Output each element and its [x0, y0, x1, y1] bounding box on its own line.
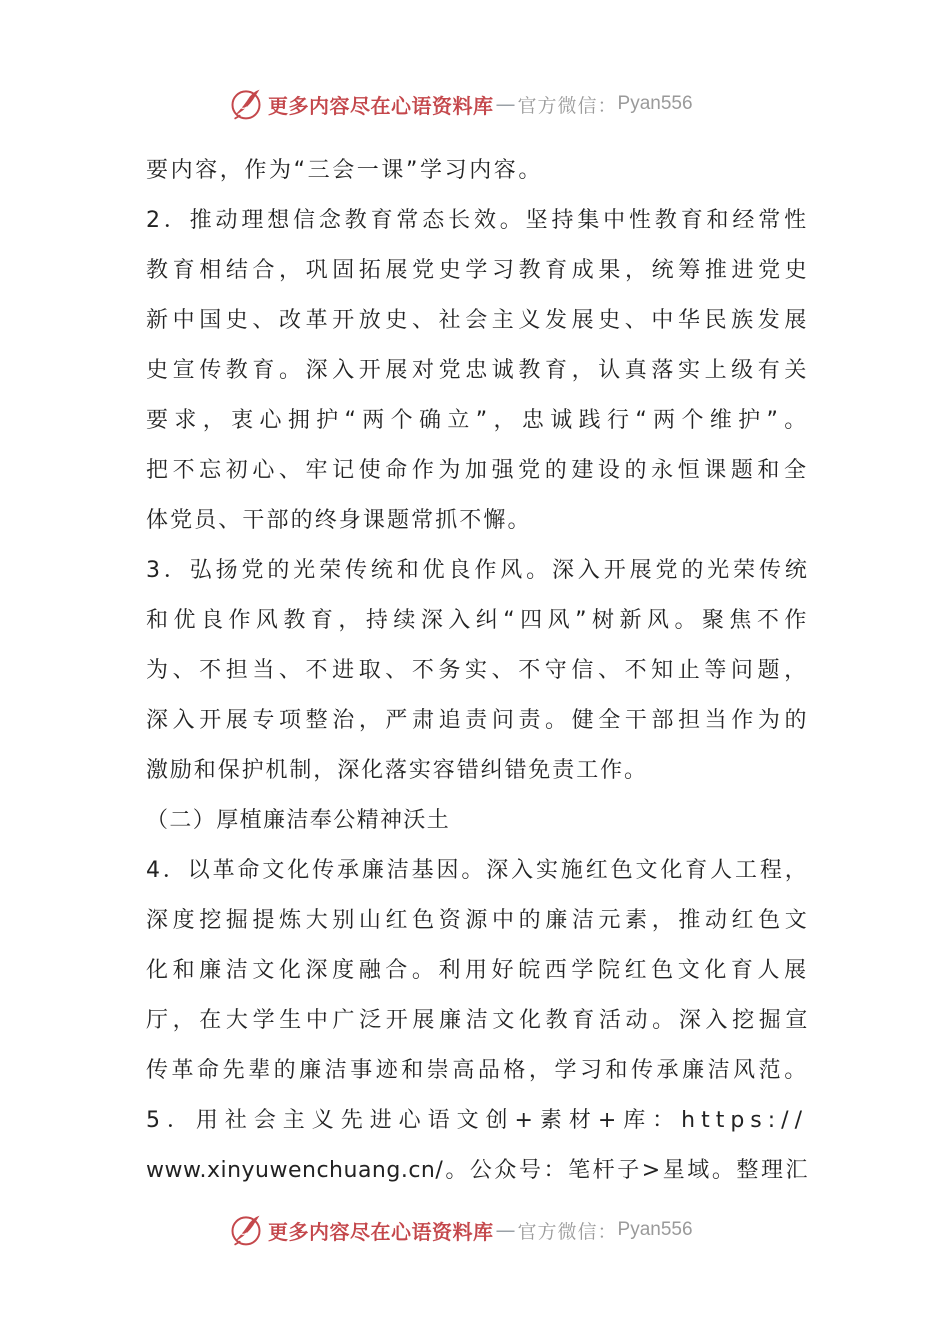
- text-line: 教育相结合，巩固拓展党史学习教育成果，统筹推进党史: [146, 258, 808, 283]
- text-line: 深入开展专项整治，严肃追责问责。健全干部担当作为的: [146, 708, 808, 733]
- text-line: 要求，衷心拥护“两个确立”，忠诚践行“两个维护”。: [146, 408, 808, 433]
- footer-banner: [228, 1210, 748, 1250]
- text-line: 4．以革命文化传承廉洁基因。深入实施红色文化育人工程，: [146, 858, 808, 883]
- text-line: 化和廉洁文化深度融合。利用好皖西学院红色文化育人展: [146, 958, 808, 983]
- quill-logo-icon: [228, 86, 264, 122]
- text-line: 传革命先辈的廉洁事迹和崇高品格，学习和传承廉洁风范。: [146, 1058, 808, 1083]
- header-separator: —: [495, 92, 516, 116]
- header-wechat-label: 官方微信：: [517, 94, 618, 117]
- text-line: 深度挖掘提炼大别山红色资源中的廉洁元素，推动红色文: [146, 908, 808, 933]
- text-line: 把不忘初心、牢记使命作为加强党的建设的永恒课题和全: [146, 458, 808, 483]
- footer-separator: —: [495, 1218, 516, 1242]
- text-line: 3．弘扬党的光荣传统和优良作风。深入开展党的光荣传统: [146, 558, 808, 583]
- footer-wechat-label: 官方微信：: [517, 1220, 618, 1243]
- quill-logo-icon: [228, 1212, 264, 1248]
- header-banner: [228, 84, 748, 124]
- text-line: 要内容，作为“三会一课”学习内容。: [146, 158, 543, 183]
- header-wechat-id: Pyan556: [617, 93, 693, 114]
- document-body: [146, 146, 808, 1196]
- text-line: 新中国史、改革开放史、社会主义发展史、中华民族发展: [146, 308, 808, 333]
- text-line-with-link: 5．用社会主义先进心语文创+素材+库：https://: [146, 1108, 808, 1133]
- text-line: 厅，在大学生中广泛开展廉洁文化教育活动。深入挖掘宣: [146, 1008, 808, 1033]
- text-line: 史宣传教育。深入开展对党忠诚教育，认真落实上级有关: [146, 358, 808, 383]
- text-line: 为、不担当、不进取、不务实、不守信、不知止等问题，: [146, 658, 808, 683]
- header-brand: 更多内容尽在心语资料库: [268, 93, 494, 118]
- text-line: 激励和保护机制，深化落实容错纠错免责工作。: [146, 758, 648, 783]
- footer-wechat-id: Pyan556: [617, 1219, 693, 1240]
- text-line: 体党员、干部的终身课题常抓不懈。: [146, 508, 532, 533]
- footer-brand: 更多内容尽在心语资料库: [268, 1219, 494, 1244]
- text-line: 2．推动理想信念教育常态长效。坚持集中性教育和经常性: [146, 208, 808, 233]
- section-heading: （二）厚植廉洁奉公精神沃土: [146, 808, 451, 833]
- text-line: 和优良作风教育，持续深入纠“四风”树新风。聚焦不作: [146, 608, 808, 633]
- text-line-with-link: www.xinyuwenchuang.cn/。公众号：笔杆子>星域。整理汇: [146, 1158, 808, 1183]
